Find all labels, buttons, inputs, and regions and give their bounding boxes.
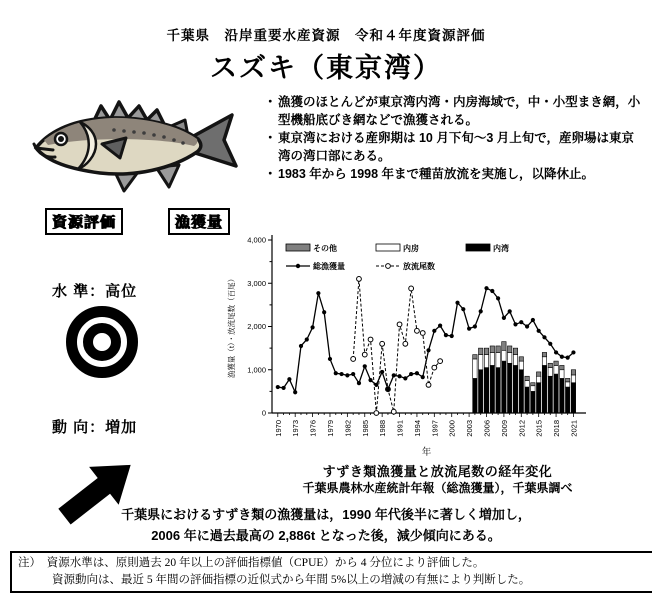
svg-text:2015: 2015 (534, 420, 544, 437)
svg-text:1982: 1982 (343, 420, 353, 437)
bullet-item (264, 130, 646, 166)
svg-text:2006: 2006 (482, 420, 492, 437)
svg-text:1976: 1976 (308, 420, 318, 437)
double-circle-icon (66, 306, 138, 378)
note-line-1: 注） 資源水準は、原則過去 20 年以上の評価指標値（CPUE）から 4 分位により評価した。 (18, 557, 485, 569)
bullet-text: 漁獲のほとんどが東京湾内湾・内房海域で，中・小型まき網，小型機船底びき網などで漁獲される。 (278, 95, 641, 127)
svg-text:内湾: 内湾 (493, 244, 509, 253)
chart-source: 千葉県農林水産統計年報（総漁獲量），千葉県調べ (302, 481, 573, 495)
document-header: 千葉県 沿岸重要水産資源 令和４年度資源評価 (166, 28, 486, 43)
bullet-marker: ・ (264, 95, 277, 109)
summary-line-1: 千葉県におけるすずき類の漁獲量は，1990 年代後半に著しく増加し， (121, 507, 531, 522)
svg-text:1985: 1985 (360, 420, 370, 437)
resource-trend-text: 動 向：増加 (52, 419, 138, 436)
svg-text:0: 0 (261, 408, 266, 418)
section-label-catch: 漁獲量 (168, 208, 230, 235)
seabass-fish-illustration (22, 88, 257, 202)
intro-bullet-list (264, 94, 646, 183)
svg-text:年: 年 (421, 447, 432, 458)
svg-text:2000: 2000 (447, 420, 457, 437)
svg-text:3,000: 3,000 (247, 278, 266, 288)
bullet-item (264, 94, 646, 130)
svg-text:1979: 1979 (325, 420, 335, 437)
svg-text:1991: 1991 (395, 420, 405, 437)
svg-text:1994: 1994 (412, 420, 422, 437)
section-label-assessment: 資源評価 (45, 208, 123, 235)
svg-text:漁獲量（t）・放流尾数（百尾）: 漁獲量（t）・放流尾数（百尾） (227, 274, 236, 379)
summary-text (16, 505, 636, 547)
svg-text:1997: 1997 (430, 420, 440, 437)
summary-line-2: 2006 年に過去最高の 2,886t となった後，減少傾向にある。 (151, 527, 501, 543)
svg-text:2009: 2009 (499, 420, 509, 437)
chart-caption: すずき類漁獲量と放流尾数の経年変化 (322, 464, 553, 479)
bullet-text: 東京湾における産卵期は 10 月下旬～3 月上旬で，産卵場は東京湾の湾口部にある。 (278, 130, 635, 163)
svg-text:2,000: 2,000 (247, 322, 266, 332)
bullet-marker: ・ (264, 166, 277, 181)
svg-text:1,000: 1,000 (247, 365, 266, 375)
svg-text:2003: 2003 (465, 420, 475, 437)
catch-release-chart (225, 230, 650, 460)
bullet-marker: ・ (264, 130, 277, 145)
svg-text:放流尾数: 放流尾数 (403, 262, 435, 271)
bullet-item (264, 166, 646, 184)
svg-text:4,000: 4,000 (247, 235, 266, 245)
svg-text:内房: 内房 (403, 244, 419, 253)
note-line-2: 資源動向は、最近 5 年間の評価指標の近似式から年間 5%以上の増減の有無により判断した。 (52, 573, 531, 586)
page-title: スズキ（東京湾） (210, 53, 442, 83)
svg-text:2021: 2021 (569, 420, 579, 437)
svg-text:1973: 1973 (291, 420, 301, 437)
resource-level-text: 水 準：高位 (52, 283, 138, 300)
svg-text:総漁獲量: 総漁獲量 (313, 262, 345, 271)
svg-text:2012: 2012 (517, 420, 527, 437)
svg-text:1970: 1970 (273, 420, 283, 437)
bullet-text: 1983 年から 1998 年まで種苗放流を実施し，以降休止。 (278, 166, 595, 181)
double-circle-inner-ring (83, 323, 121, 361)
svg-text:2018: 2018 (552, 420, 562, 437)
svg-text:その他: その他 (313, 244, 337, 253)
catch-chart-area (225, 230, 650, 460)
fish-pupil (58, 136, 64, 142)
svg-text:1988: 1988 (378, 420, 388, 437)
notes-box (10, 551, 652, 593)
